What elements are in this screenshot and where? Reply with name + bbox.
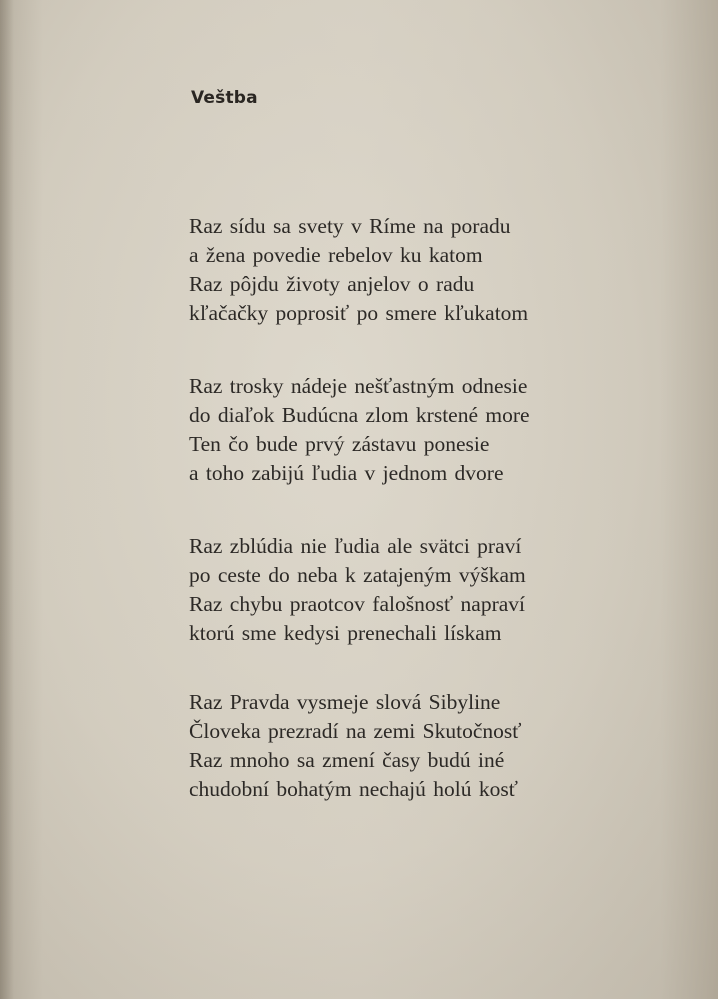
poem-line: ktorú sme kedysi prenechali lískam	[189, 621, 502, 645]
poem-line: Človeka prezradí na zemi Skutočnosť	[189, 719, 522, 743]
poem-line: a žena povedie rebelov ku katom	[189, 243, 483, 267]
poem-line: Raz mnoho sa zmení časy budú iné	[189, 748, 505, 772]
poem-line: Raz zblúdia nie ľudia ale svätci praví	[189, 534, 522, 558]
binding-shadow	[0, 0, 14, 999]
stanza-2	[189, 372, 530, 488]
poem-line: a toho zabijú ľudia v jednom dvore	[189, 461, 504, 485]
poem-line: chudobní bohatým nechajú holú kosť	[189, 777, 518, 801]
poem-line: do diaľok Budúcna zlom krstené more	[189, 403, 530, 427]
poem-title: Veštba	[191, 88, 258, 108]
poem-line: Ten čo bude prvý zástavu ponesie	[189, 432, 490, 456]
poem-line: Raz Pravda vysmeje slová Sibyline	[189, 690, 501, 714]
stanza-4	[189, 688, 521, 804]
poem-line: Raz chybu praotcov falošnosť napraví	[189, 592, 526, 616]
poem-line: Raz sídu sa svety v Ríme na poradu	[189, 214, 511, 238]
poem-line: po ceste do neba k zatajeným výškam	[189, 563, 526, 587]
stanza-3	[189, 532, 526, 648]
poem-line: Raz pôjdu životy anjelov o radu	[189, 272, 475, 296]
stanza-1	[189, 212, 528, 328]
poem-line: Raz trosky nádeje nešťastným odnesie	[189, 374, 528, 398]
poem-line: kľačačky poprosiť po smere kľukatom	[189, 301, 529, 325]
